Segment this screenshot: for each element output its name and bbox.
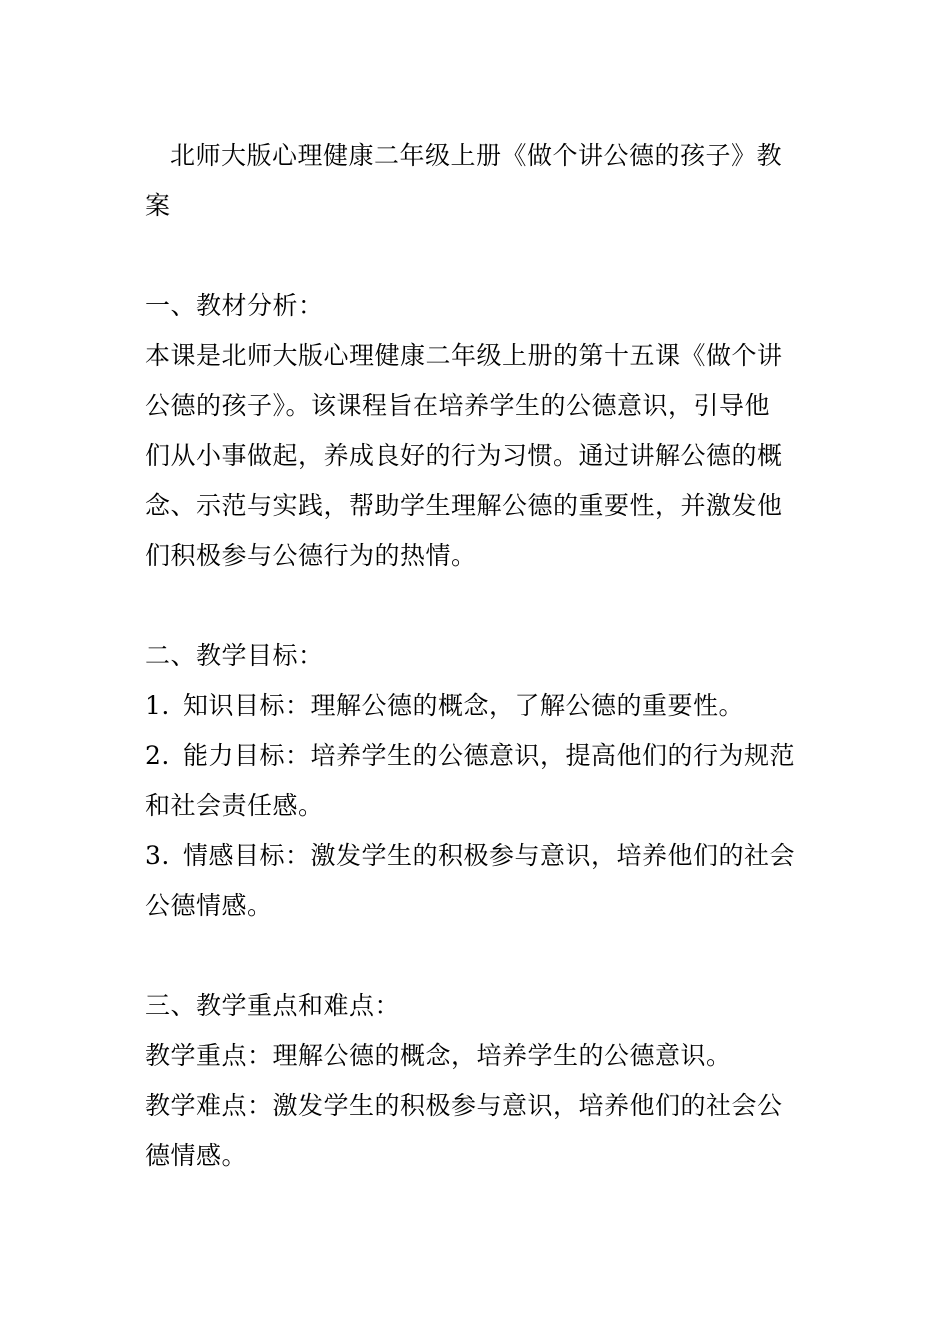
key-point-text: 教学重点：理解公德的概念，培养学生的公德意识。 — [145, 1041, 732, 1070]
spacer — [145, 931, 810, 981]
objective-item-3 — [145, 831, 810, 881]
materials-paragraph-line: 们积极参与公德行为的热情。 — [145, 541, 477, 570]
objective-text: 知识目标：理解公德的概念，了解公德的重要性。 — [183, 691, 745, 720]
spacer — [145, 231, 810, 281]
objective-item-3-continuation: 公德情感。 — [145, 891, 273, 920]
difficulty-text-line-1: 教学难点：激发学生的积极参与意识，培养他们的社会公 — [145, 1091, 783, 1120]
objective-item-2 — [145, 731, 810, 781]
section-heading-objectives: 二、教学目标： — [145, 641, 324, 670]
objective-text: 情感目标：激发学生的积极参与意识，培养他们的社会 — [183, 841, 796, 870]
materials-paragraph-line: 们从小事做起，养成良好的行为习惯。通过讲解公德的概 — [145, 441, 783, 470]
objective-item-1 — [145, 681, 810, 731]
list-number: 3. — [145, 841, 170, 870]
materials-paragraph-line: 本课是北师大版心理健康二年级上册的第十五课《做个讲 — [145, 341, 783, 370]
list-number: 2. — [145, 741, 170, 770]
section-heading-key-points: 三、教学重点和难点： — [145, 991, 401, 1020]
difficulty-text-line-2: 德情感。 — [145, 1141, 248, 1170]
objective-text: 能力目标：培养学生的公德意识，提高他们的行为规范 — [183, 741, 796, 770]
list-number: 1. — [145, 691, 170, 720]
document-title-line-2: 案 — [145, 191, 171, 220]
section-heading-materials: 一、教材分析： — [145, 291, 324, 320]
document-title-line-1: 北师大版心理健康二年级上册《做个讲公德的孩子》教 — [170, 141, 783, 170]
document-page — [145, 131, 810, 1181]
materials-paragraph-line: 念、示范与实践，帮助学生理解公德的重要性，并激发他 — [145, 491, 783, 520]
materials-paragraph-line: 公德的孩子》。该课程旨在培养学生的公德意识，引导他 — [145, 391, 771, 420]
spacer — [145, 581, 810, 631]
objective-item-2-continuation: 和社会责任感。 — [145, 791, 324, 820]
